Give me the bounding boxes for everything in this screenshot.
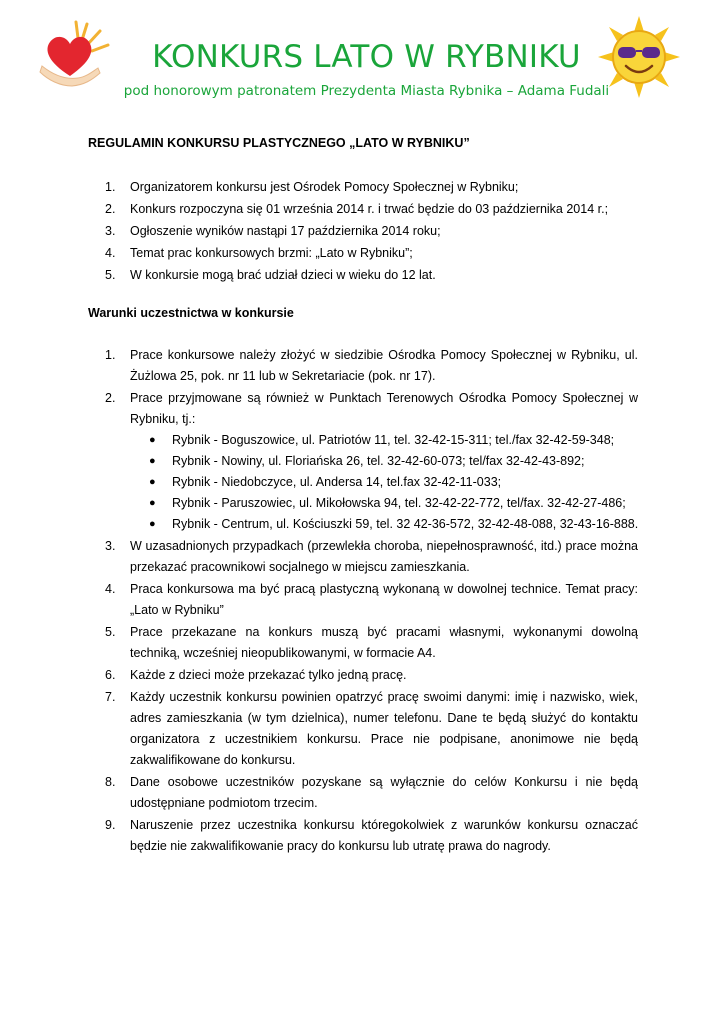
item-text: Praca konkursowa ma być pracą plastyczną wykonaną w dowolnej technice. Temat pracy: „Lato w Rybniku” — [130, 582, 638, 617]
branch-list — [130, 430, 638, 535]
item-text: Każde z dzieci może przekazać tylko jedną pracę. — [130, 668, 407, 682]
list-item — [88, 199, 638, 220]
rules-heading: REGULAMIN KONKURSU PLASTYCZNEGO „LATO W RYBNIKU” — [88, 136, 470, 150]
item-number: 5. — [105, 625, 116, 639]
item-number: 6. — [105, 668, 116, 682]
item-text: Prace konkursowe należy złożyć w siedzibie Ośrodka Pomocy Społecznej w Rybniku, ul. Żużlowa 25, pok. nr 11 lub w Sekretariacie (pok. nr 17). — [130, 348, 638, 383]
branch-text: Rybnik - Boguszowice, ul. Patriotów 11, tel. 32-42-15-311; tel./fax 32-42-59-348; — [172, 433, 615, 447]
list-item — [88, 687, 638, 771]
branch-text: Rybnik - Centrum, ul. Kościuszki 59, tel. 32 42-36-572, 32-42-48-088, 32-43-16-888. — [172, 517, 639, 531]
page-title: KONKURS LATO W RYBNIKU — [152, 39, 581, 75]
list-item — [88, 388, 638, 535]
bullet-icon: ● — [149, 476, 156, 488]
rules-list — [88, 177, 638, 287]
item-number: 3. — [105, 539, 116, 553]
list-item — [88, 579, 638, 621]
item-text: W uzasadnionych przypadkach (przewlekła choroba, niepełnosprawność, itd.) prace można przekazać pracownikowi socjalnego w miejscu zamieszkania. — [130, 539, 638, 574]
list-item — [88, 221, 638, 242]
branch-item — [130, 493, 638, 514]
bullet-icon: ● — [149, 455, 156, 467]
item-number: 1. — [105, 348, 116, 362]
item-number: 1. — [105, 180, 116, 194]
branch-text: Rybnik - Paruszowiec, ul. Mikołowska 94, tel. 32-42-22-772, tel/fax. 32-42-27-486; — [172, 496, 626, 510]
item-number: 8. — [105, 775, 116, 789]
item-text: Każdy uczestnik konkursu powinien opatrzyć pracę swoimi danymi: imię i nazwisko, wiek, adres zamieszkania (w tym dzielnica), numer telefonu. Dane te będą służyć do kontaktu organizatora z uczestnikiem konkursu. Prace nie podpisane, anonimowe nie będą zakwalifikowane do konkursu. — [130, 690, 638, 767]
item-text: Prace przyjmowane są również w Punktach Terenowych Ośrodka Pomocy Społecznej w Rybniku, tj.: — [130, 391, 638, 426]
branch-item — [130, 451, 638, 472]
item-text: Prace przekazane na konkurs muszą być pracami własnymi, wykonanymi dowolną techniką, wcześniej nieopublikowanymi, w formacie A4. — [130, 625, 638, 660]
item-number: 2. — [105, 202, 116, 216]
item-number: 5. — [105, 268, 116, 282]
bullet-icon: ● — [149, 434, 156, 446]
branch-item — [130, 514, 638, 535]
branch-text: Rybnik - Nowiny, ul. Floriańska 26, tel. 32-42-60-073; tel/fax 32-42-43-892; — [172, 454, 585, 468]
conditions-list — [88, 345, 638, 858]
branch-item — [130, 472, 638, 493]
list-item — [88, 536, 638, 578]
conditions-heading: Warunki uczestnictwa w konkursie — [88, 306, 294, 320]
list-item — [88, 243, 638, 264]
item-number: 4. — [105, 582, 116, 596]
list-item — [88, 265, 638, 286]
bullet-icon: ● — [149, 497, 156, 509]
item-text: Dane osobowe uczestników pozyskane są wyłącznie do celów Konkursu i nie będą udostępniane podmiotom trzecim. — [130, 775, 638, 810]
item-number: 2. — [105, 391, 116, 405]
list-item — [88, 815, 638, 857]
item-text: Naruszenie przez uczestnika konkursu któregokolwiek z warunków konkursu oznaczać będzie nie zakwalifikowanie pracy do konkursu lub utratę prawa do nagrody. — [130, 818, 638, 853]
item-number: 4. — [105, 246, 116, 260]
item-number: 3. — [105, 224, 116, 238]
item-number: 9. — [105, 818, 116, 832]
item-text: Konkurs rozpoczyna się 01 września 2014 r. i trwać będzie do 03 października 2014 r.; — [130, 202, 609, 216]
bullet-icon: ● — [149, 518, 156, 530]
list-item — [88, 345, 638, 387]
item-number: 7. — [105, 690, 116, 704]
item-text: W konkursie mogą brać udział dzieci w wieku do 12 lat. — [130, 268, 436, 282]
branch-item — [130, 430, 638, 451]
item-text: Temat prac konkursowych brzmi: „Lato w Rybniku”; — [130, 246, 413, 260]
branch-text: Rybnik - Niedobczyce, ul. Andersa 14, tel.fax 32-42-11-033; — [172, 475, 502, 489]
list-item — [88, 622, 638, 664]
item-text: Organizatorem konkursu jest Ośrodek Pomocy Społecznej w Rybniku; — [130, 180, 519, 194]
list-item — [88, 772, 638, 814]
list-item — [88, 665, 638, 686]
item-text: Ogłoszenie wyników nastąpi 17 października 2014 roku; — [130, 224, 441, 238]
list-item — [88, 177, 638, 198]
page-subtitle: pod honorowym patronatem Prezydenta Miasta Rybnika – Adama Fudali — [123, 83, 610, 99]
